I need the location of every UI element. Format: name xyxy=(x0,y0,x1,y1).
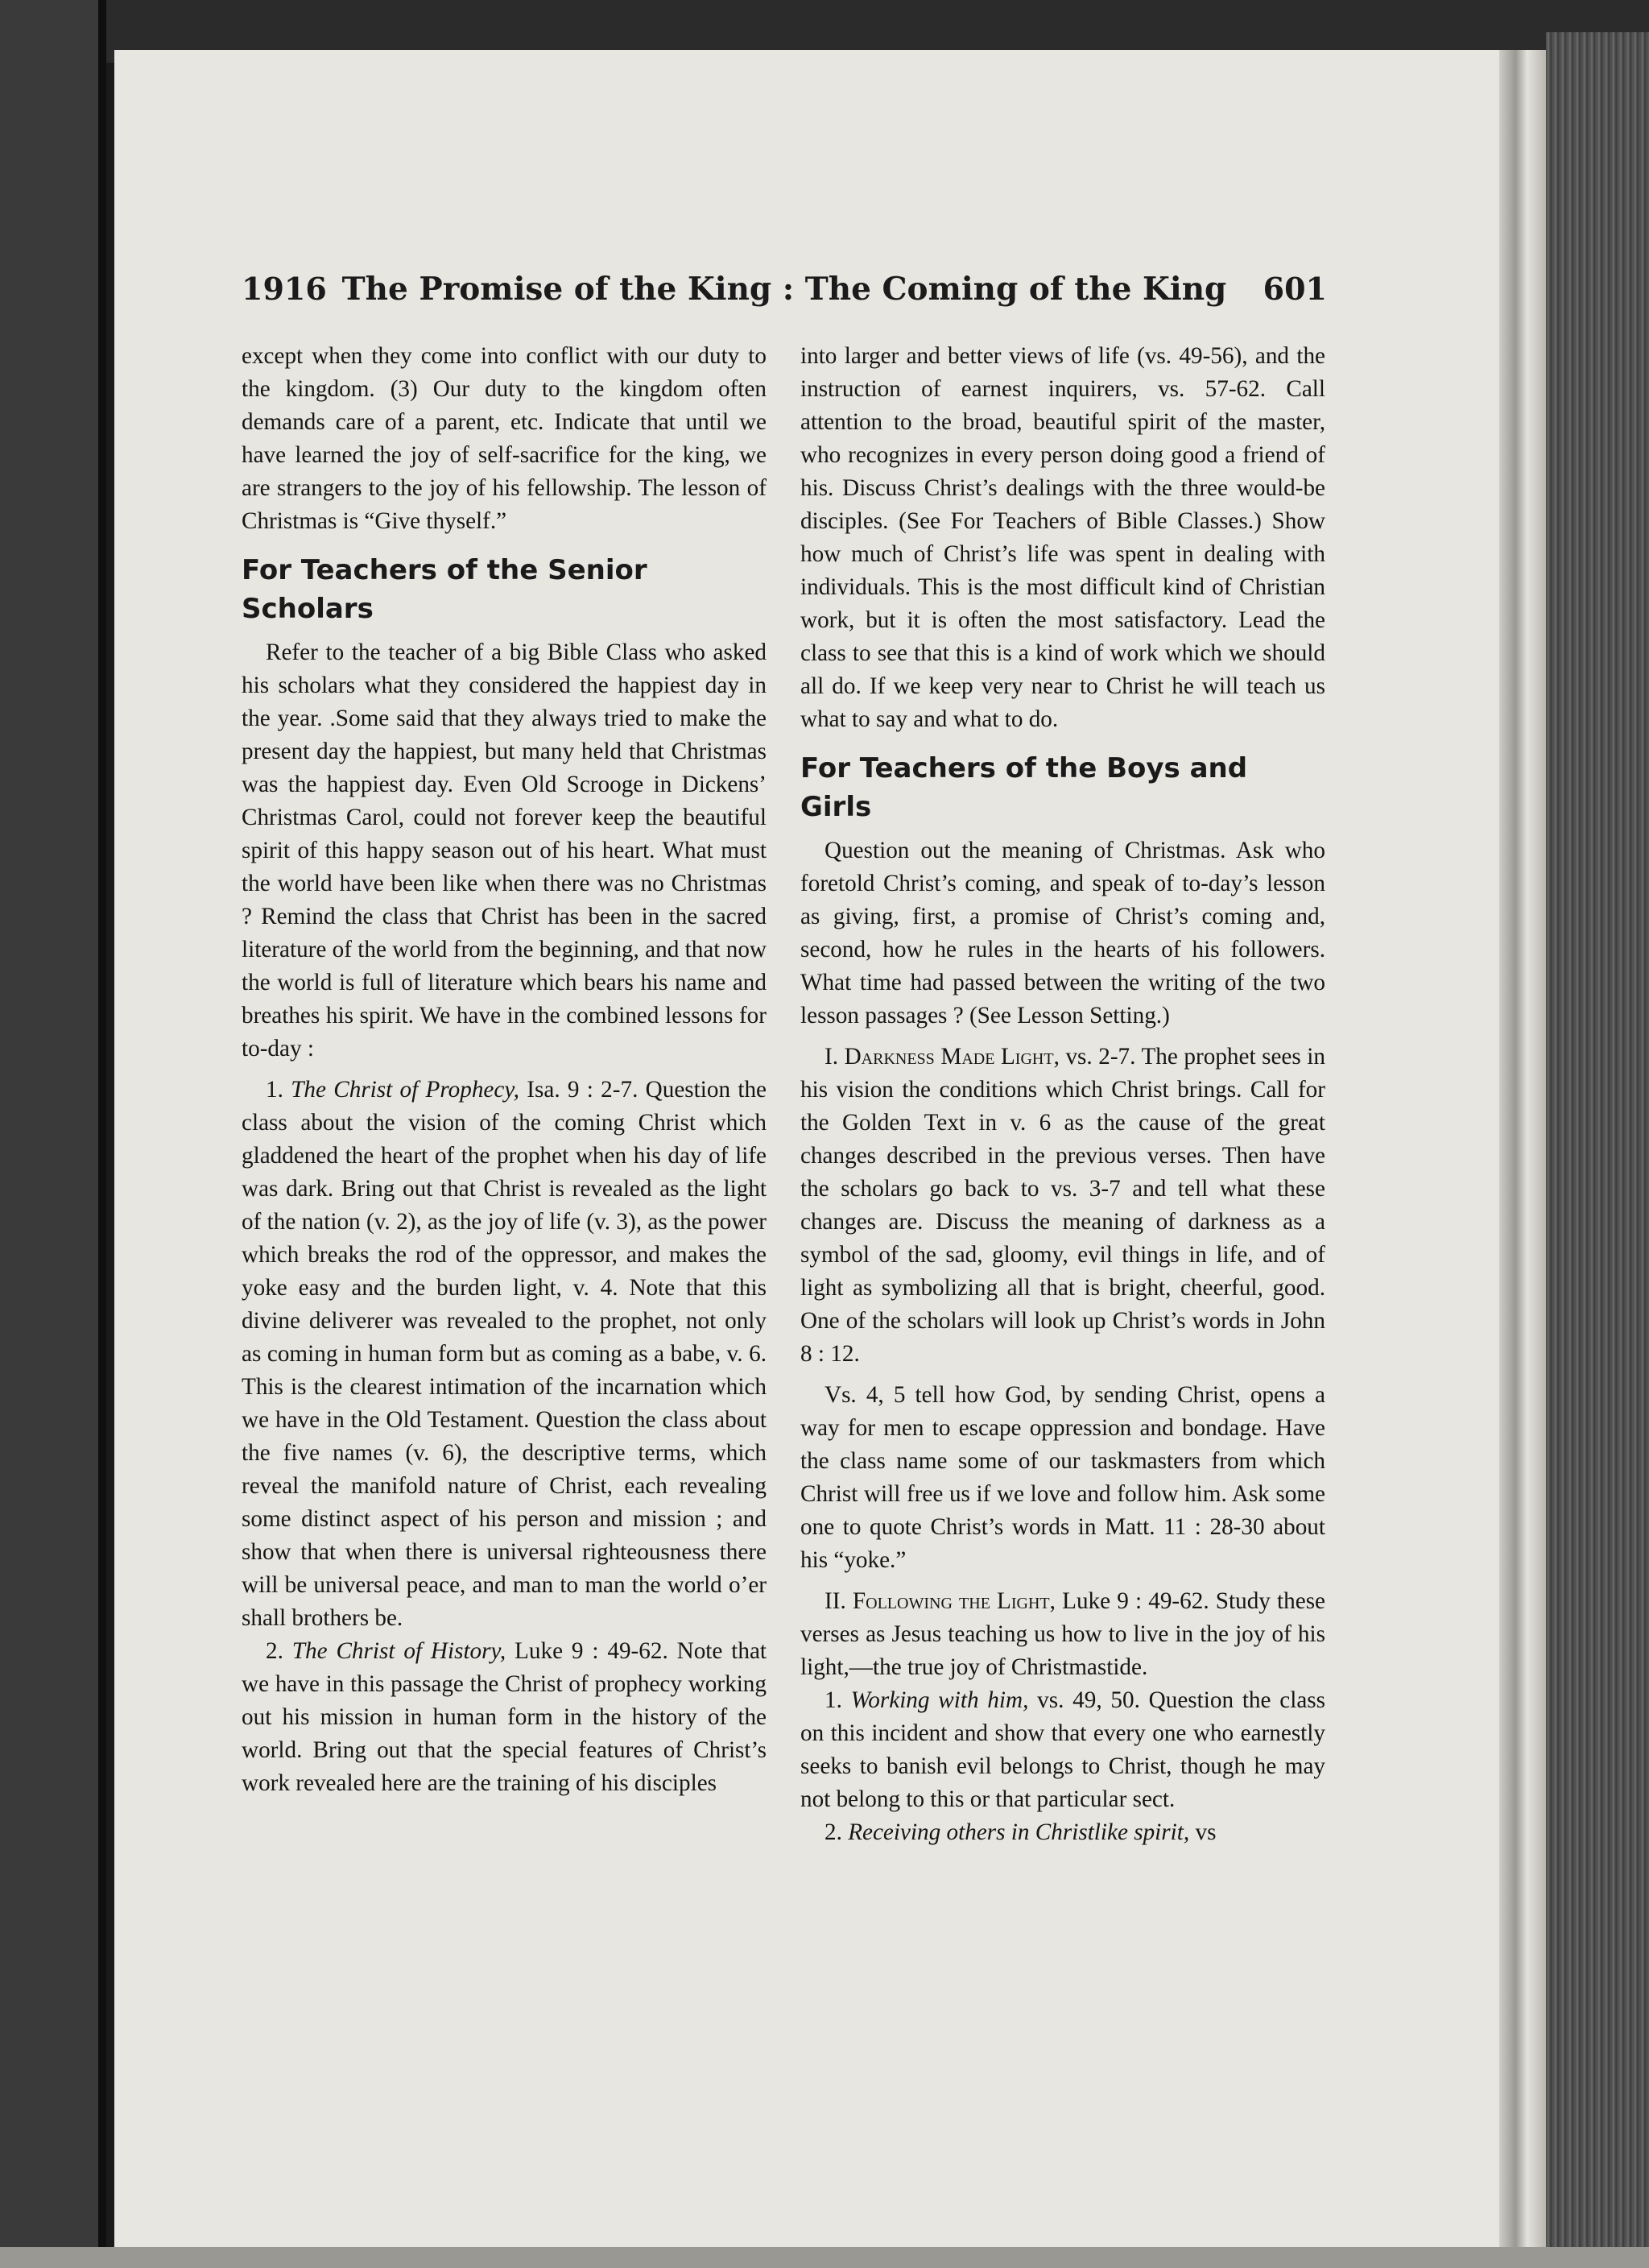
scan-bottom-border xyxy=(0,2247,1649,2268)
section-title: Following the Light, xyxy=(852,1588,1056,1614)
item-text: vs. 49, 50. Question the class on this incident and show that every one who earnestly seeks to banish evil belongs to Christ, though he may not belong to this or that particular sect. xyxy=(800,1687,1325,1812)
list-item-christ-of-prophecy xyxy=(242,1074,767,1635)
section-title: Darkness Made Light, xyxy=(844,1044,1060,1070)
item-number: 1. xyxy=(824,1687,842,1713)
paragraph-refer: Refer to the teacher of a big Bible Class who asked his scholars what they considered the happiest day in the year. .Some said that they always tried to make the present day the happiest, but many held that Christmas was the happiest day. Even Old Scrooge in Dickens’ Christmas Carol, could not forever keep the beautiful spirit of this happy season out of his heart. What must the world have been like when there was no Christmas ? Remind the class that Christ has been in the sacred literature of the world from the beginning, and that now the world is full of literature which bears his name and breathes his spirit. We have in the combined lessons for to-day : xyxy=(242,639,767,1062)
right-column xyxy=(800,340,1325,1849)
page-edge xyxy=(1499,50,1546,2268)
paragraph-continued: into larger and better views of life (vs. 49-56), and the instruction of earnest inquirers, vs. 57-62. Call attention to the broad, beautiful spirit of the master, who recognizes in every person doing good a friend of his. Discuss Christ’s dealings with the three would-be disciples. (See For Teachers of Bible Classes.) Show how much of Christ’s life was spent in dealing with individuals. This is the most difficult kind of Christian work, but it is often the most satisfactory. Lead the class to see that this is a kind of work which we should all do. If we keep very near to Christ he will teach us what to say and what to do. xyxy=(800,343,1325,732)
item-text: vs xyxy=(1195,1819,1217,1845)
item-number: 1. xyxy=(266,1077,283,1103)
item-number: 2. xyxy=(266,1638,283,1664)
paragraph-question: Question out the meaning of Christmas. Ask who foretold Christ’s coming, and speak of to-day’s lesson as giving, first, a promise of Christ’s coming and, second, how he rules in the hearts of his followers. What time had passed between the writing of the two lesson passages ? (See Lesson Setting.) xyxy=(800,838,1325,1028)
item-title: Working with him, xyxy=(850,1687,1029,1713)
scan-left-border xyxy=(0,0,106,2268)
section-darkness-made-light xyxy=(800,1041,1325,1371)
item-title: The Christ of History, xyxy=(291,1638,506,1664)
book-spine xyxy=(1546,32,1649,2268)
section-text: vs. 2-7. The prophet sees in his vision the conditions which Christ brings. Call for the Golden Text in v. 6 as the cause of the great changes described in the previous verses. Then have the scholars go back to vs. 3-7 and tell what these changes are. Discuss the meaning of darkness as a symbol of the sad, gloomy, evil things in life, and of light as symbolizing all that is bright, cheerful, good. One of the scholars will look up Christ’s words in John 8 : 12. xyxy=(800,1044,1326,1367)
section-following-the-light xyxy=(800,1585,1325,1684)
left-column xyxy=(242,340,767,1800)
running-title: The Promise of the King : The Coming of the King xyxy=(341,271,1227,308)
section-number: II. xyxy=(824,1588,846,1614)
item-number: 2. xyxy=(824,1819,842,1845)
page-number: 601 xyxy=(1263,271,1327,307)
list-item-christ-of-history xyxy=(242,1635,767,1800)
paragraph-vs-4-5: Vs. 4, 5 tell how God, by sending Christ, opens a way for men to escape oppression and bondage. Have the class name some of our taskmasters from which Christ will free us if we love and follow him. Ask some one to quote Christ’s words in Matt. 11 : 28-30 about his “yoke.” xyxy=(800,1382,1325,1573)
section-heading-boys-and-girls: For Teachers of the Boys and Girls xyxy=(800,752,1248,823)
paragraph-continued: except when they come into conflict with our duty to the kingdom. (3) Our duty to the kingdom often demands care of a parent, etc. Indicate that until we have learned the joy of self-sacrifice for the king, we are strangers to the joy of his fellowship. The lesson of Christmas is “Give thyself.” xyxy=(242,343,767,534)
section-text: Luke 9 : 49-62. Study these verses as Jesus teaching us how to live in the joy of his light,—the true joy of Christmastide. xyxy=(800,1588,1326,1680)
running-header xyxy=(242,271,1327,319)
item-text: Luke 9 : 49-62. Note that we have in this passage the Christ of prophecy working out his mission in human form in the history of the world. Bring out that the special features of Christ’s work revealed here are the training of his disciples xyxy=(242,1638,767,1796)
section-heading-senior-scholars: For Teachers of the Senior Scholars xyxy=(242,554,647,625)
section-number: I. xyxy=(824,1044,839,1070)
header-year: 1916 xyxy=(242,271,327,307)
list-item-receiving-others xyxy=(800,1816,1325,1849)
item-title: Receiving others in Christlike spirit, xyxy=(848,1819,1190,1845)
list-item-working-with-him xyxy=(800,1684,1325,1816)
item-title: The Christ of Prophecy, xyxy=(291,1077,519,1103)
item-text: Isa. 9 : 2-7. Question the class about the vision of the coming Christ which gladdened the heart of the prophet when his day of life was dark. Bring out that Christ is revealed as the light of the nation (v. 2), as the joy of life (v. 3), as the power which breaks the rod of the oppressor, and makes the yoke easy and the burden light, v. 4. Note that this divine deliverer was revealed to the prophet, not only as coming in human form but as coming as a babe, v. 6. This is the clearest intimation of the incarnation which we have in the Old Testament. Question the class about the five names (v. 6), the descriptive terms, which reveal the manifold nature of Christ, each revealing some distinct aspect of his person and mission ; and show that when there is universal righteousness there will be universal peace, and man to man the world o’er shall brothers be. xyxy=(242,1077,767,1631)
